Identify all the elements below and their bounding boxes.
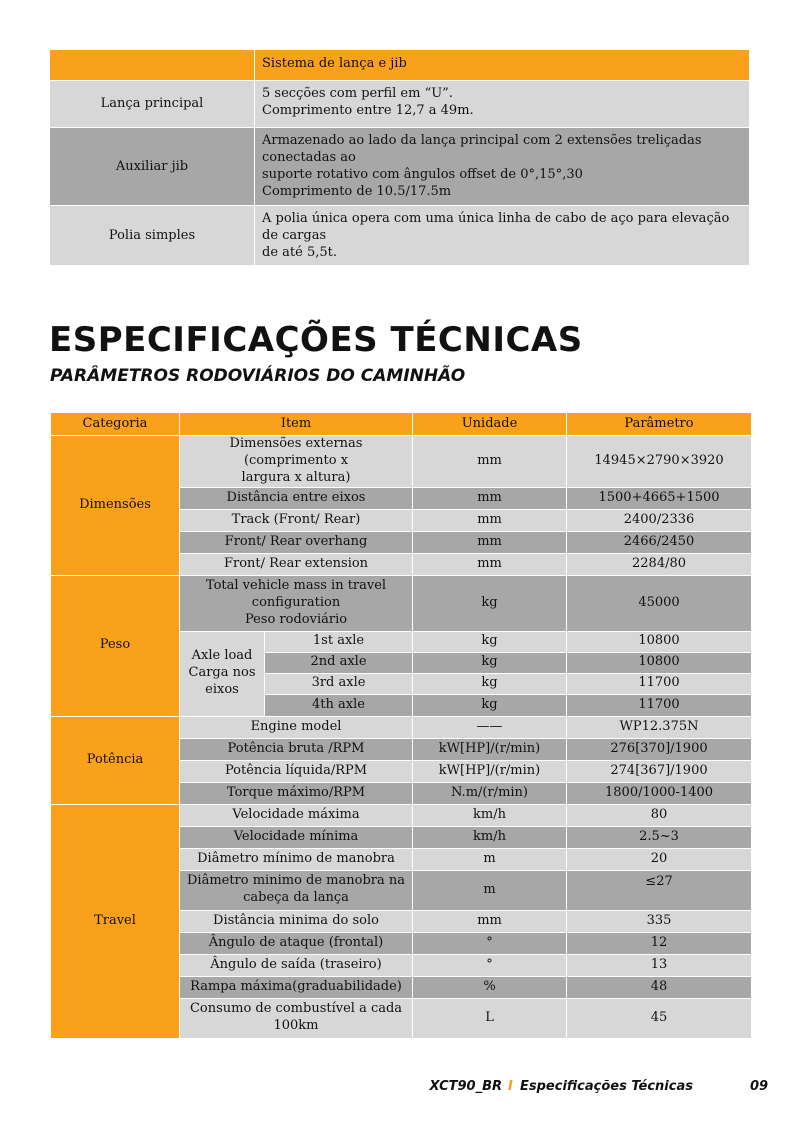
unit-cell: kg xyxy=(413,631,567,652)
item-cell: Front/ Rear overhang xyxy=(180,531,413,553)
unit-cell: mm xyxy=(413,509,567,531)
value-cell: 2284/80 xyxy=(567,553,752,575)
desc-line: Comprimento de 10.5/17.5m xyxy=(262,184,452,200)
unit-cell: mm xyxy=(413,436,567,488)
boom-row-label: Lança principal xyxy=(50,81,255,128)
item-cell xyxy=(180,575,413,631)
footer-model: XCT90_BR xyxy=(429,1079,502,1094)
unit-cell: ° xyxy=(413,954,567,976)
value-cell: 1500+4665+1500 xyxy=(567,487,752,509)
item-cell: Ângulo de saída (traseiro) xyxy=(180,954,413,976)
item-cell xyxy=(180,870,413,910)
boom-system-table xyxy=(50,50,750,266)
desc-line: suporte rotativo com ângulos offset de 0°,15°,30 xyxy=(262,167,583,183)
boom-row-label: Auxiliar jib xyxy=(50,128,255,206)
item-line: largura x altura) xyxy=(241,469,351,485)
col-header-item: Item xyxy=(180,413,413,436)
item-cell: Potência líquida/RPM xyxy=(180,760,413,782)
desc-line: Armazenado ao lado da lança principal com 2 extensões treliçadas conectadas ao xyxy=(262,133,702,166)
col-header-unit: Unidade xyxy=(413,413,567,436)
item-line: Peso rodoviário xyxy=(244,611,348,627)
unit-cell: mm xyxy=(413,487,567,509)
unit-cell: kg xyxy=(413,673,567,694)
value-cell: 274[367]/1900 xyxy=(567,760,752,782)
desc-line: de até 5,5t. xyxy=(262,244,337,260)
desc-line: A polia única opera com uma única linha de cabo de aço para elevação de cargas xyxy=(262,210,730,243)
value-cell: WP12.375N xyxy=(567,716,752,738)
boom-row-desc xyxy=(255,205,750,265)
item-cell xyxy=(180,436,413,488)
boom-row-desc xyxy=(255,128,750,206)
value-cell: 335 xyxy=(567,910,752,932)
boom-header-blank xyxy=(50,50,255,81)
value-cell: 45000 xyxy=(567,575,752,631)
unit-cell: mm xyxy=(413,910,567,932)
category-cell: Dimensões xyxy=(51,436,180,576)
value-cell: 1800/1000-1400 xyxy=(567,782,752,804)
item-cell: Torque máximo/RPM xyxy=(180,782,413,804)
page-title: ESPECIFICAÇÕES TÉCNICAS xyxy=(49,320,583,360)
desc-line: Comprimento entre 12,7 a 49m. xyxy=(262,103,474,119)
value-cell: 10800 xyxy=(567,631,752,652)
value-cell: 14945×2790×3920 xyxy=(567,436,752,488)
unit-cell: kW[HP]/(r/min) xyxy=(413,760,567,782)
desc-line: 5 secções com perfil em “U”. xyxy=(262,86,453,101)
value-cell: 276[370]/1900 xyxy=(567,738,752,760)
value-cell: 20 xyxy=(567,848,752,870)
unit-cell: N.m/(r/min) xyxy=(413,782,567,804)
value-cell: 11700 xyxy=(567,694,752,716)
item-cell: Ângulo de ataque (frontal) xyxy=(180,932,413,954)
item-line: Diâmetro minimo de manobra na xyxy=(186,873,406,889)
item-cell xyxy=(180,998,413,1038)
unit-cell: kg xyxy=(413,575,567,631)
unit-cell: kg xyxy=(413,694,567,716)
item-cell: Potência bruta /RPM xyxy=(180,738,413,760)
item-cell: Rampa máxima(graduabilidade) xyxy=(180,976,413,998)
unit-cell: mm xyxy=(413,553,567,575)
unit-cell: mm xyxy=(413,531,567,553)
boom-header: Sistema de lança e jib xyxy=(255,50,750,81)
unit-cell: kW[HP]/(r/min) xyxy=(413,738,567,760)
value-cell: 2400/2336 xyxy=(567,509,752,531)
boom-row-label: Polia simples xyxy=(50,205,255,265)
value-cell: 12 xyxy=(567,932,752,954)
unit-cell: m xyxy=(413,848,567,870)
item-line: 100km xyxy=(273,1018,319,1034)
footer-section: Especificações Técnicas xyxy=(520,1079,693,1094)
boom-row-desc xyxy=(255,81,750,128)
axle-group-line: Carga nos xyxy=(188,665,256,681)
item-line: cabeça da lança xyxy=(243,890,349,906)
category-cell: Peso xyxy=(51,575,180,716)
unit-cell: L xyxy=(413,998,567,1038)
value-cell: 45 xyxy=(567,998,752,1038)
unit-cell: km/h xyxy=(413,826,567,848)
item-cell: Velocidade máxima xyxy=(180,804,413,826)
footer-separator: I xyxy=(508,1079,513,1094)
item-cell: Distância minima do solo xyxy=(180,910,413,932)
item-cell: Distância entre eixos xyxy=(180,487,413,509)
item-line: Total vehicle mass in travel xyxy=(205,577,387,593)
item-cell: 2nd axle xyxy=(265,652,413,673)
unit-cell: kg xyxy=(413,652,567,673)
item-cell: Velocidade mínima xyxy=(180,826,413,848)
item-cell: 4th axle xyxy=(265,694,413,716)
unit-cell: m xyxy=(413,870,567,910)
item-line: Consumo de combustível a cada xyxy=(189,1001,403,1017)
item-cell: Front/ Rear extension xyxy=(180,553,413,575)
value-cell: 80 xyxy=(567,804,752,826)
page-footer xyxy=(0,1079,800,1099)
item-line: configuration xyxy=(251,594,341,610)
value-cell: 11700 xyxy=(567,673,752,694)
item-cell: Track (Front/ Rear) xyxy=(180,509,413,531)
value-cell: 2466/2450 xyxy=(567,531,752,553)
value-cell: 2.5~3 xyxy=(567,826,752,848)
page-number: 09 xyxy=(750,1079,769,1094)
category-cell: Travel xyxy=(51,804,180,1038)
axle-group-line: Axle load xyxy=(191,648,253,664)
axle-group-line: eixos xyxy=(205,682,239,698)
unit-cell: ° xyxy=(413,932,567,954)
page-subtitle: PARÂMETROS RODOVIÁRIOS DO CAMINHÃO xyxy=(50,366,466,386)
unit-cell: km/h xyxy=(413,804,567,826)
value-cell: 48 xyxy=(567,976,752,998)
value-cell: 13 xyxy=(567,954,752,976)
col-header-value: Parâmetro xyxy=(567,413,752,436)
category-cell: Potência xyxy=(51,716,180,804)
item-line: Dimensões externas (comprimento x xyxy=(229,436,363,468)
unit-cell: % xyxy=(413,976,567,998)
col-header-category: Categoria xyxy=(51,413,180,436)
item-cell: Engine model xyxy=(180,716,413,738)
unit-cell: —— xyxy=(413,716,567,738)
axle-load-group xyxy=(180,631,265,716)
value-cell: ≤27 xyxy=(567,870,752,910)
value-cell: 10800 xyxy=(567,652,752,673)
item-cell: 3rd axle xyxy=(265,673,413,694)
item-cell: Diâmetro mínimo de manobra xyxy=(180,848,413,870)
spec-table xyxy=(50,412,752,1039)
item-cell: 1st axle xyxy=(265,631,413,652)
